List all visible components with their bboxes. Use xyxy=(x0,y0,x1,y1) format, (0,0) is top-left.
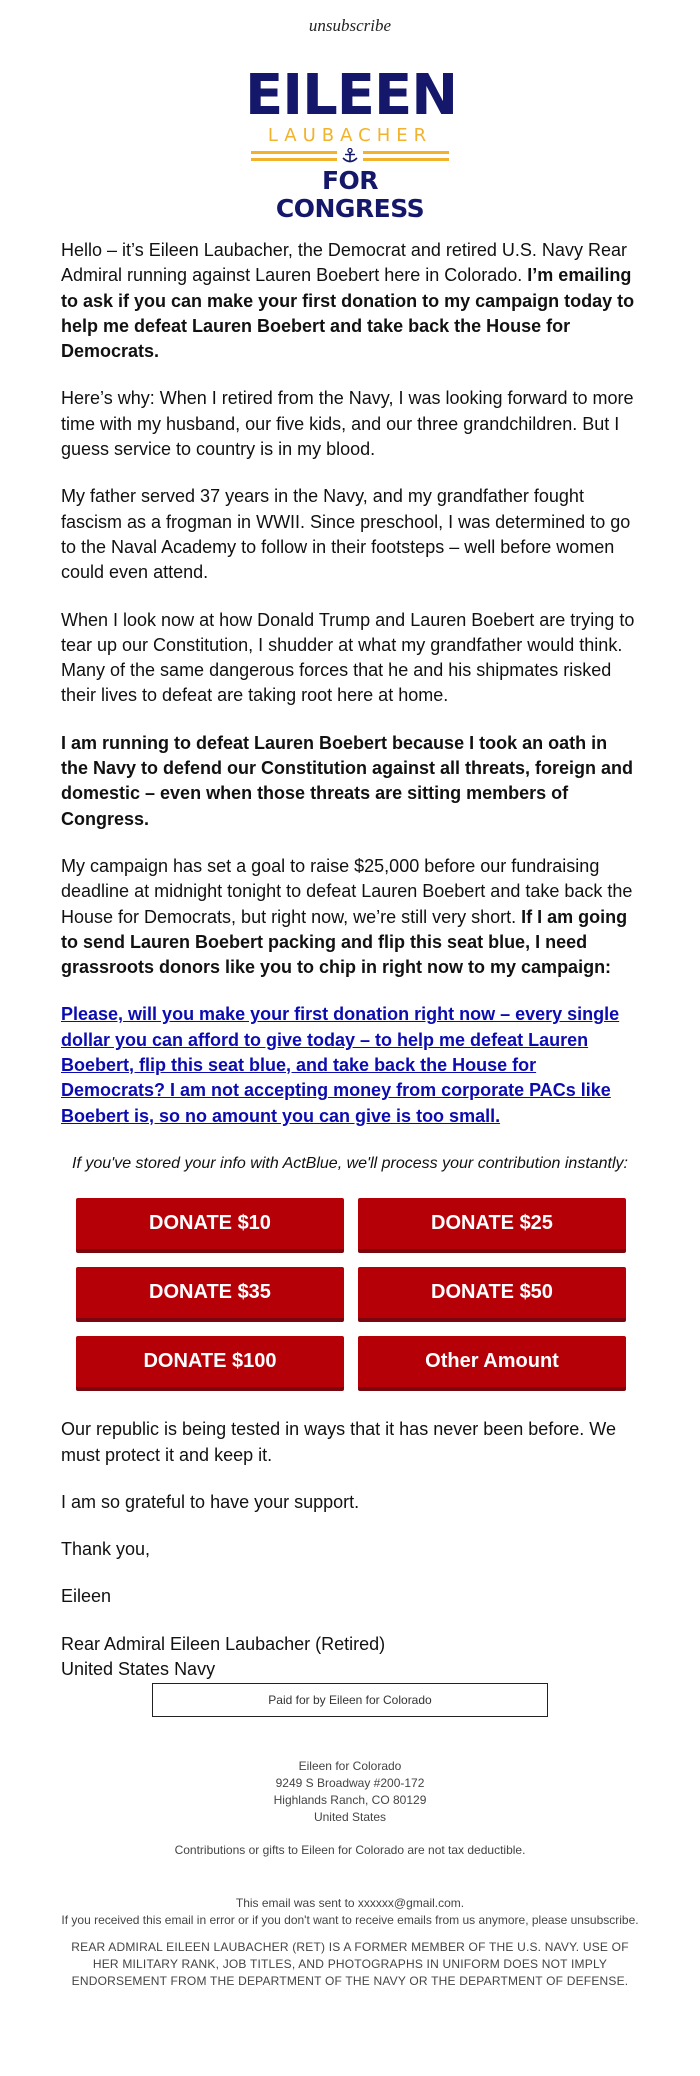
footer-city: Highlands Ranch, CO 80129 xyxy=(273,1793,427,1807)
paragraph-goal: My campaign has set a goal to raise $25,000 before our fundraising deadline at midnight tonight to defeat Lauren Boebert and take back the House for Democrats, but right now, we’re still very short. If I am going to send Lauren Boebert packing and flip this seat blue, I need grassroots donors like you to chip in right now to my campaign: xyxy=(61,855,633,978)
email-body xyxy=(61,238,639,1682)
paragraph-intro: Hello – it’s Eileen Laubacher, the Democrat and retired U.S. Navy Rear Admiral running against Lauren Boebert here in Colorado. I’m emailing to ask if you can make your first donation to my campaign today to help me defeat Lauren Boebert and take back the House for Democrats. xyxy=(61,240,635,362)
sent-to-text: This email was sent to xxxxxx@gmail.com. xyxy=(235,1896,465,1910)
footer-sent-note xyxy=(40,1895,660,1929)
paragraph-constitution: When I look now at how Donald Trump and Lauren Boebert are trying to tear up our Constitution, I shudder at what my grandfather would think. Many of the same dangerous forces that he and his shipmates risked their lives to defeat are taking root here at home. xyxy=(61,609,635,706)
tax-note: Contributions or gifts to Eileen for Colorado are not tax deductible. xyxy=(174,1843,526,1857)
footer-country: United States xyxy=(313,1810,387,1824)
logo-surname: LAUBACHER xyxy=(267,125,433,146)
paragraph-signoff: Eileen xyxy=(61,1586,112,1607)
donate-25-button[interactable]: DONATE $25 xyxy=(358,1198,626,1253)
donate-10-button[interactable]: DONATE $10 xyxy=(76,1198,344,1253)
campaign-logo xyxy=(245,63,458,223)
signature-block xyxy=(61,1632,639,1683)
military-disclaimer: REAR ADMIRAL EILEEN LAUBACHER (RET) IS A FORMER MEMBER OF THE U.S. NAVY. USE OF HER MILITARY RANK, JOB TITLES, AND PHOTOGRAPHS IN UNIFORM DOES NOT IMPLY ENDORSEMENT FROM THE DEPARTMENT OF THE NAVY OR THE DEPARTMENT OF DEFENSE. xyxy=(71,1940,629,1988)
donate-50-button[interactable]: DONATE $50 xyxy=(358,1267,626,1322)
signature-branch: United States Navy xyxy=(61,1658,216,1679)
donate-35-button[interactable]: DONATE $35 xyxy=(76,1267,344,1322)
footer-address xyxy=(40,1758,660,1826)
paragraph-why: Here’s why: When I retired from the Navy, I was looking forward to more time with my husband, our five kids, and our three grandchildren. But I guess service to country is in my blood. xyxy=(61,388,634,460)
donation-ask-link[interactable]: Please, will you make your first donation right now – every single dollar you can afford to give today – to help me defeat Lauren Boebert, flip this seat blue, and take back the House for Democrats? I am not accepting money from corporate PACs like Boebert is, so no amount you can give is too small. xyxy=(61,1004,620,1126)
footer-org: Eileen for Colorado xyxy=(298,1759,402,1773)
paragraph-grateful: I am so grateful to have your support. xyxy=(61,1491,360,1512)
anchor-icon xyxy=(251,148,449,164)
paragraph-republic: Our republic is being tested in ways that it has never been before. We must protect it and keep it. xyxy=(61,1419,616,1465)
donate-other-amount-button[interactable]: Other Amount xyxy=(358,1336,626,1391)
paragraph-oath: I am running to defeat Lauren Boebert because I took an oath in the Navy to defend our Constitution against all threats, foreign and domestic – even when those threats are sitting members of Congress. xyxy=(61,732,634,829)
donate-100-button[interactable]: DONATE $100 xyxy=(76,1336,344,1391)
unsubscribe-note[interactable]: If you received this email in error or if you don't want to receive emails from us anymore, please unsubscribe. xyxy=(61,1913,639,1927)
logo-name: EILEEN xyxy=(245,63,458,128)
paragraph-thanks: Thank you, xyxy=(61,1539,151,1560)
actblue-note: If you've stored your info with ActBlue, we'll process your contribution instantly: xyxy=(72,1154,628,1172)
paragraph-family: My father served 37 years in the Navy, and my grandfather fought fascism as a frogman in WWII. Since preschool, I was determined to go to the Naval Academy to follow in their footsteps – well before women could even attend. xyxy=(61,486,631,583)
signature-title: Rear Admiral Eileen Laubacher (Retired) xyxy=(61,1633,386,1654)
paid-for-box: Paid for by Eileen for Colorado xyxy=(152,1683,548,1717)
donate-button-grid xyxy=(76,1198,639,1391)
unsubscribe-link[interactable]: unsubscribe xyxy=(308,16,392,35)
logo-for-congress: FOR CONGRESS xyxy=(275,166,425,223)
footer-street: 9249 S Broadway #200-172 xyxy=(275,1776,425,1790)
